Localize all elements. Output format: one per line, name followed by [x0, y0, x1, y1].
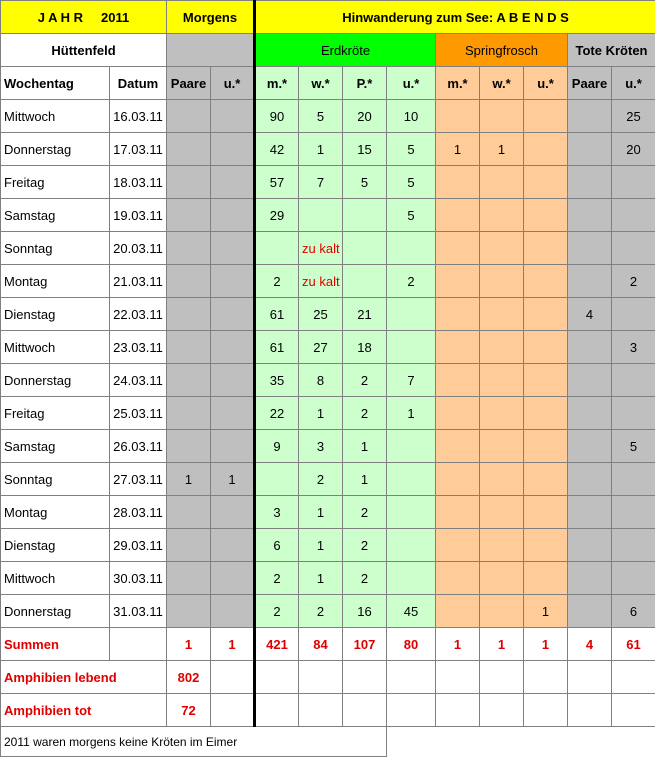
- cell-weekday: Samstag: [1, 430, 110, 463]
- cell-erd-u: 2: [387, 265, 436, 298]
- cell-date: 22.03.11: [110, 298, 167, 331]
- cell-tote-u: [612, 496, 655, 529]
- cell-erd-w: [299, 199, 343, 232]
- cell-spring-u: [524, 298, 568, 331]
- cell-spring-w: 1: [480, 133, 524, 166]
- cell-spring-u: [524, 562, 568, 595]
- table-row: [1, 133, 655, 166]
- empty-cell: [524, 661, 568, 694]
- cell-tote-u: [612, 364, 655, 397]
- cell-spring-m: [436, 364, 480, 397]
- table-row: [1, 331, 655, 364]
- cell-morning-paare: [167, 331, 211, 364]
- cell-tote-paare: [568, 463, 612, 496]
- cell-erd-p: [343, 265, 387, 298]
- col-spring-m: m.*: [436, 67, 480, 100]
- cell-spring-m: [436, 595, 480, 628]
- cell-spring-m: [436, 298, 480, 331]
- total-tote-paare: 4: [568, 628, 612, 661]
- total-tote-u: 61: [612, 628, 655, 661]
- cell-spring-m: [436, 232, 480, 265]
- cell-morning-paare: [167, 232, 211, 265]
- cell-spring-w: [480, 562, 524, 595]
- cell-erd-p: 2: [343, 364, 387, 397]
- amphibien-lebend-label: Amphibien lebend: [1, 661, 167, 694]
- col-morning-paare: Paare: [167, 67, 211, 100]
- cell-date: 16.03.11: [110, 100, 167, 133]
- cell-spring-m: [436, 529, 480, 562]
- cell-spring-u: [524, 232, 568, 265]
- cell-spring-u: [524, 100, 568, 133]
- col-erd-u: u.*: [387, 67, 436, 100]
- empty-cell: [436, 694, 480, 727]
- cell-morning-u: 1: [211, 463, 255, 496]
- empty-cell: [387, 694, 436, 727]
- cell-tote-paare: [568, 562, 612, 595]
- cell-erd-m: 35: [255, 364, 299, 397]
- empty-cell: [299, 694, 343, 727]
- cell-spring-m: [436, 265, 480, 298]
- cell-erd-w: 1: [299, 529, 343, 562]
- cell-erd-u: [387, 496, 436, 529]
- cell-morning-u: [211, 100, 255, 133]
- cell-spring-w: [480, 166, 524, 199]
- cell-tote-paare: [568, 331, 612, 364]
- cell-date: 29.03.11: [110, 529, 167, 562]
- col-date: Datum: [110, 67, 167, 100]
- cell-spring-u: [524, 166, 568, 199]
- empty-cell: [255, 661, 299, 694]
- cell-tote-paare: [568, 430, 612, 463]
- table-row: [1, 496, 655, 529]
- cell-spring-u: [524, 463, 568, 496]
- cell-weekday: Mittwoch: [1, 331, 110, 364]
- cell-erd-u: 5: [387, 133, 436, 166]
- cell-weekday: Montag: [1, 265, 110, 298]
- cell-erd-m: 2: [255, 562, 299, 595]
- cell-date: 31.03.11: [110, 595, 167, 628]
- group-erdkroete: Erdkröte: [255, 34, 436, 67]
- total-spring-w: 1: [480, 628, 524, 661]
- cell-erd-m: 6: [255, 529, 299, 562]
- cell-spring-m: [436, 430, 480, 463]
- cell-morning-paare: [167, 496, 211, 529]
- cell-morning-u: [211, 364, 255, 397]
- cell-morning-paare: [167, 397, 211, 430]
- cell-morning-u: [211, 496, 255, 529]
- cell-erd-w: 3: [299, 430, 343, 463]
- cell-erd-p: 21: [343, 298, 387, 331]
- cell-spring-u: [524, 265, 568, 298]
- cell-tote-u: 3: [612, 331, 655, 364]
- cell-erd-u: [387, 232, 436, 265]
- cell-date: 24.03.11: [110, 364, 167, 397]
- cell-weekday: Samstag: [1, 199, 110, 232]
- cell-spring-u: [524, 430, 568, 463]
- totals-label: Summen: [1, 628, 110, 661]
- cell-tote-u: [612, 199, 655, 232]
- cell-erd-p: [343, 232, 387, 265]
- table-row: [1, 430, 655, 463]
- cell-spring-w: [480, 364, 524, 397]
- cell-erd-p: [343, 199, 387, 232]
- table-row: [1, 199, 655, 232]
- cell-spring-w: [480, 397, 524, 430]
- cell-date: 18.03.11: [110, 166, 167, 199]
- empty-cell: [436, 661, 480, 694]
- cell-tote-u: 6: [612, 595, 655, 628]
- cell-erd-w: 1: [299, 496, 343, 529]
- cell-erd-p: 20: [343, 100, 387, 133]
- cell-morning-paare: [167, 199, 211, 232]
- cell-morning-paare: [167, 529, 211, 562]
- cell-morning-paare: [167, 166, 211, 199]
- cell-spring-m: [436, 331, 480, 364]
- cell-weekday: Mittwoch: [1, 100, 110, 133]
- cell-weekday: Donnerstag: [1, 595, 110, 628]
- amphibien-tot-label: Amphibien tot: [1, 694, 167, 727]
- cell-erd-m: [255, 463, 299, 496]
- cell-erd-u: 10: [387, 100, 436, 133]
- cell-spring-w: [480, 232, 524, 265]
- cell-erd-p: 2: [343, 397, 387, 430]
- cell-tote-u: 20: [612, 133, 655, 166]
- empty-cell: [343, 661, 387, 694]
- cell-morning-u: [211, 265, 255, 298]
- cell-spring-m: [436, 496, 480, 529]
- cell-spring-u: [524, 199, 568, 232]
- col-erd-m: m.*: [255, 67, 299, 100]
- cell-tote-u: [612, 232, 655, 265]
- cell-erd-u: 1: [387, 397, 436, 430]
- empty-cell: [612, 694, 655, 727]
- cell-erd-m: 2: [255, 265, 299, 298]
- cell-erd-u: 7: [387, 364, 436, 397]
- cell-erd-p: 2: [343, 529, 387, 562]
- table-row: [1, 265, 655, 298]
- cell-tote-paare: [568, 133, 612, 166]
- cell-morning-u: [211, 232, 255, 265]
- note-row: [1, 727, 655, 757]
- cell-morning-u: [211, 595, 255, 628]
- cell-tote-u: [612, 463, 655, 496]
- cell-morning-u: [211, 133, 255, 166]
- title-row: [1, 1, 655, 34]
- cell-spring-w: [480, 265, 524, 298]
- total-erd-p: 107: [343, 628, 387, 661]
- cell-erd-m: 9: [255, 430, 299, 463]
- cell-spring-w: [480, 529, 524, 562]
- cell-spring-m: [436, 562, 480, 595]
- empty-cell: [612, 661, 655, 694]
- cell-tote-paare: [568, 166, 612, 199]
- total-morning-u: 1: [211, 628, 255, 661]
- cell-tote-paare: [568, 397, 612, 430]
- cell-spring-w: [480, 199, 524, 232]
- cell-erd-m: 3: [255, 496, 299, 529]
- cell-weekday: Sonntag: [1, 232, 110, 265]
- cell-erd-w: 2: [299, 463, 343, 496]
- col-erd-w: w.*: [299, 67, 343, 100]
- cell-spring-m: [436, 166, 480, 199]
- cell-tote-u: 5: [612, 430, 655, 463]
- group-springfrosch: Springfrosch: [436, 34, 568, 67]
- morning-label: Morgens: [167, 1, 255, 34]
- cell-spring-m: [436, 463, 480, 496]
- total-erd-w: 84: [299, 628, 343, 661]
- cell-date: 21.03.11: [110, 265, 167, 298]
- cell-erd-p: 15: [343, 133, 387, 166]
- empty-cell: [568, 694, 612, 727]
- total-erd-m: 421: [255, 628, 299, 661]
- cell-spring-u: [524, 529, 568, 562]
- total-spring-m: 1: [436, 628, 480, 661]
- cell-erd-m: [255, 232, 299, 265]
- cell-erd-u: 45: [387, 595, 436, 628]
- cell-date: 27.03.11: [110, 463, 167, 496]
- cell-erd-w: 2: [299, 595, 343, 628]
- cell-erd-p: 16: [343, 595, 387, 628]
- cell-morning-u: [211, 562, 255, 595]
- cell-weekday: Mittwoch: [1, 562, 110, 595]
- cell-morning-paare: [167, 133, 211, 166]
- totals-row: [1, 628, 655, 661]
- cell-spring-m: [436, 100, 480, 133]
- cell-morning-paare: [167, 265, 211, 298]
- cell-morning-u: [211, 529, 255, 562]
- cell-date: 28.03.11: [110, 496, 167, 529]
- cell-tote-u: [612, 529, 655, 562]
- table-row: [1, 562, 655, 595]
- col-erd-p: P.*: [343, 67, 387, 100]
- cell-erd-u: [387, 331, 436, 364]
- cell-erd-u: [387, 430, 436, 463]
- cell-spring-w: [480, 430, 524, 463]
- year-label: J A H R 2011: [1, 1, 167, 34]
- col-spring-u: u.*: [524, 67, 568, 100]
- cell-tote-u: [612, 166, 655, 199]
- cell-erd-m: 42: [255, 133, 299, 166]
- cell-erd-m: 57: [255, 166, 299, 199]
- cell-morning-paare: [167, 364, 211, 397]
- cell-erd-m: 22: [255, 397, 299, 430]
- cell-erd-m: 61: [255, 298, 299, 331]
- cell-tote-paare: [568, 364, 612, 397]
- cell-spring-u: [524, 133, 568, 166]
- cell-erd-m: 2: [255, 595, 299, 628]
- cell-erd-w: 5: [299, 100, 343, 133]
- cell-morning-paare: [167, 298, 211, 331]
- cell-date: 30.03.11: [110, 562, 167, 595]
- cell-morning-u: [211, 430, 255, 463]
- table-row: [1, 100, 655, 133]
- cell-erd-u: 5: [387, 166, 436, 199]
- column-header-row: [1, 67, 655, 100]
- empty-cell: [299, 661, 343, 694]
- table-row: [1, 232, 655, 265]
- cell-spring-m: 1: [436, 133, 480, 166]
- cell-spring-w: [480, 595, 524, 628]
- cell-weekday: Donnerstag: [1, 364, 110, 397]
- cell-date: 26.03.11: [110, 430, 167, 463]
- cell-weekday: Freitag: [1, 166, 110, 199]
- cell-weekday: Dienstag: [1, 529, 110, 562]
- cell-erd-u: [387, 463, 436, 496]
- cell-morning-u: [211, 199, 255, 232]
- cell-tote-paare: [568, 496, 612, 529]
- cell-weekday: Freitag: [1, 397, 110, 430]
- total-erd-u: 80: [387, 628, 436, 661]
- empty-cell: [524, 694, 568, 727]
- cell-tote-paare: [568, 529, 612, 562]
- table-row: [1, 463, 655, 496]
- cell-erd-p: 5: [343, 166, 387, 199]
- cell-tote-u: [612, 298, 655, 331]
- group-tote-kroeten: Tote Kröten: [568, 34, 655, 67]
- cell-tote-u: 25: [612, 100, 655, 133]
- cell-spring-w: [480, 463, 524, 496]
- cell-spring-w: [480, 331, 524, 364]
- cell-spring-m: [436, 199, 480, 232]
- empty-cell: [387, 727, 655, 757]
- cell-tote-paare: [568, 265, 612, 298]
- empty-cell: [387, 661, 436, 694]
- col-spring-w: w.*: [480, 67, 524, 100]
- cell-erd-w: zu kalt: [299, 232, 343, 265]
- amphibien-tot-row: [1, 694, 655, 727]
- morning-group-blank: [167, 34, 255, 67]
- cell-erd-m: 61: [255, 331, 299, 364]
- cell-erd-w: 1: [299, 562, 343, 595]
- cell-erd-u: [387, 298, 436, 331]
- group-row: [1, 34, 655, 67]
- cell-spring-u: [524, 364, 568, 397]
- cell-weekday: Donnerstag: [1, 133, 110, 166]
- cell-morning-u: [211, 298, 255, 331]
- col-weekday: Wochentag: [1, 67, 110, 100]
- total-morning-paare: 1: [167, 628, 211, 661]
- cell-morning-paare: [167, 562, 211, 595]
- cell-weekday: Montag: [1, 496, 110, 529]
- cell-tote-u: [612, 397, 655, 430]
- amphibien-tot-value: 72: [167, 694, 211, 727]
- totals-date-blank: [110, 628, 167, 661]
- cell-erd-w: 27: [299, 331, 343, 364]
- cell-erd-m: 29: [255, 199, 299, 232]
- cell-erd-u: [387, 562, 436, 595]
- cell-spring-u: 1: [524, 595, 568, 628]
- amphibien-lebend-row: [1, 661, 655, 694]
- col-tote-paare: Paare: [568, 67, 612, 100]
- cell-erd-w: 1: [299, 133, 343, 166]
- evening-label: Hinwanderung zum See: A B E N D S: [255, 1, 655, 34]
- empty-cell: [480, 661, 524, 694]
- table-row: [1, 595, 655, 628]
- cell-erd-p: 2: [343, 496, 387, 529]
- cell-date: 19.03.11: [110, 199, 167, 232]
- cell-morning-u: [211, 331, 255, 364]
- cell-erd-p: 2: [343, 562, 387, 595]
- cell-spring-w: [480, 496, 524, 529]
- empty-cell: [211, 661, 255, 694]
- empty-cell: [255, 694, 299, 727]
- cell-morning-paare: 1: [167, 463, 211, 496]
- cell-erd-m: 90: [255, 100, 299, 133]
- cell-spring-u: [524, 331, 568, 364]
- total-spring-u: 1: [524, 628, 568, 661]
- cell-tote-paare: [568, 595, 612, 628]
- empty-cell: [343, 694, 387, 727]
- table-row: [1, 397, 655, 430]
- cell-tote-paare: [568, 100, 612, 133]
- table-row: [1, 298, 655, 331]
- cell-spring-u: [524, 397, 568, 430]
- cell-tote-paare: [568, 232, 612, 265]
- cell-spring-w: [480, 298, 524, 331]
- table-row: [1, 364, 655, 397]
- cell-date: 23.03.11: [110, 331, 167, 364]
- table-row: [1, 529, 655, 562]
- cell-weekday: Sonntag: [1, 463, 110, 496]
- cell-erd-w: 25: [299, 298, 343, 331]
- cell-erd-w: 8: [299, 364, 343, 397]
- cell-date: 20.03.11: [110, 232, 167, 265]
- cell-tote-paare: [568, 199, 612, 232]
- cell-morning-paare: [167, 595, 211, 628]
- cell-tote-u: [612, 562, 655, 595]
- cell-erd-p: 18: [343, 331, 387, 364]
- note-text: 2011 waren morgens keine Kröten im Eimer: [1, 727, 387, 757]
- cell-weekday: Dienstag: [1, 298, 110, 331]
- cell-erd-u: [387, 529, 436, 562]
- empty-cell: [211, 694, 255, 727]
- cell-morning-paare: [167, 430, 211, 463]
- cell-erd-w: 1: [299, 397, 343, 430]
- cell-erd-p: 1: [343, 430, 387, 463]
- cell-date: 25.03.11: [110, 397, 167, 430]
- table-row: [1, 166, 655, 199]
- cell-erd-w: zu kalt: [299, 265, 343, 298]
- col-morning-u: u.*: [211, 67, 255, 100]
- cell-morning-u: [211, 397, 255, 430]
- empty-cell: [568, 661, 612, 694]
- cell-tote-u: 2: [612, 265, 655, 298]
- cell-tote-paare: 4: [568, 298, 612, 331]
- cell-morning-paare: [167, 100, 211, 133]
- cell-erd-w: 7: [299, 166, 343, 199]
- cell-erd-p: 1: [343, 463, 387, 496]
- cell-morning-u: [211, 166, 255, 199]
- cell-spring-w: [480, 100, 524, 133]
- cell-spring-m: [436, 397, 480, 430]
- empty-cell: [480, 694, 524, 727]
- amphibien-lebend-value: 802: [167, 661, 211, 694]
- col-tote-u: u.*: [612, 67, 655, 100]
- cell-spring-u: [524, 496, 568, 529]
- cell-date: 17.03.11: [110, 133, 167, 166]
- location-label: Hüttenfeld: [1, 34, 167, 67]
- cell-erd-u: 5: [387, 199, 436, 232]
